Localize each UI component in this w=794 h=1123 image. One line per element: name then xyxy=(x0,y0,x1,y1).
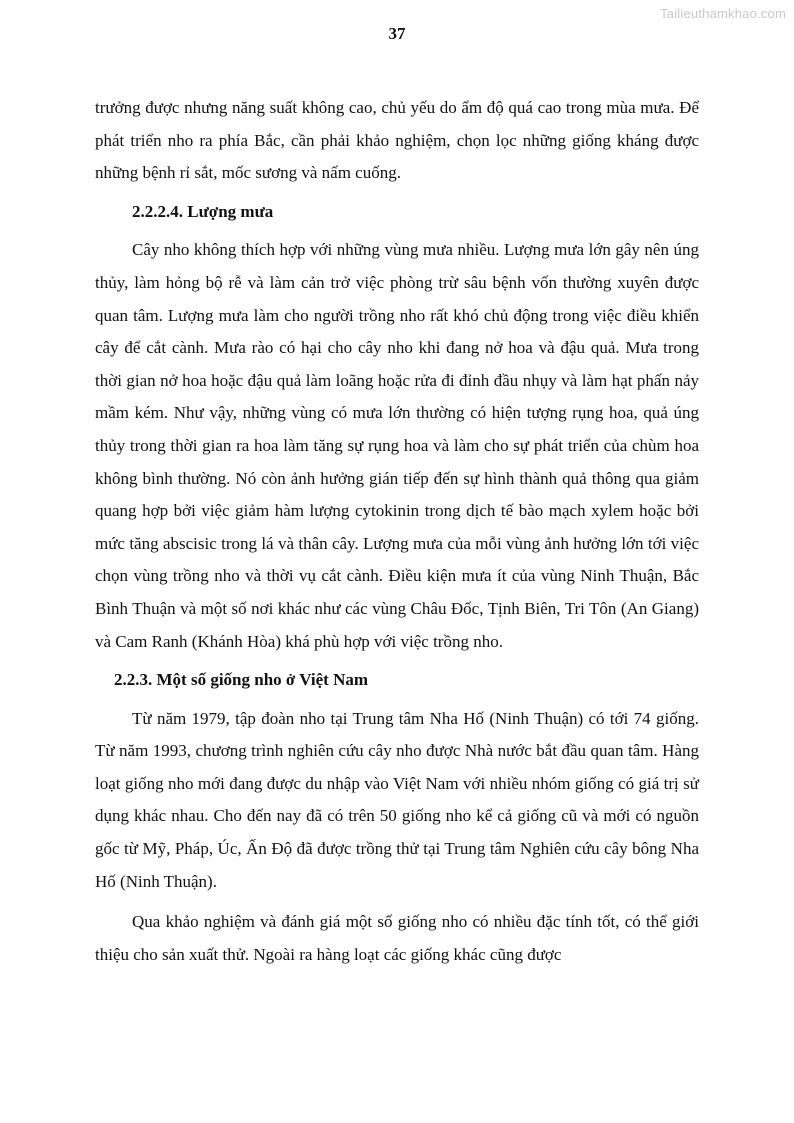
watermark: Tailieuthamkhao.com xyxy=(660,6,786,21)
section-heading-rainfall: 2.2.2.4. Lượng mưa xyxy=(132,201,274,221)
section-heading-grape-varieties: 2.2.3. Một số giống nho ở Việt Nam xyxy=(114,670,369,690)
paragraph-continuation: trưởng được nhưng năng suất không cao, chủ yếu do ẩm độ quá cao trong mùa mưa. Để phát triển nho ra phía Bắc, cần phải khảo nghiệm, chọn lọc những giống kháng được những bệnh rỉ sắt, mốc sương và nấm cuống. xyxy=(95,98,699,183)
page-body xyxy=(95,92,699,971)
paragraph-rainfall: Cây nho không thích hợp với những vùng mưa nhiều. Lượng mưa lớn gây nên úng thủy, làm hỏng bộ rễ và làm cản trở việc phòng trừ sâu bệnh vốn thường xuyên được quan tâm. Lượng mưa làm cho người trồng nho rất khó chủ động trong việc điều khiển cây để cắt cành. Mưa rào có hại cho cây nho khi đang nở hoa và đậu quả. Mưa trong thời gian nở hoa hoặc đậu quả làm loãng hoặc rửa đi đỉnh đầu nhụy và làm hạt phấn nảy mầm kém. Như vậy, những vùng có mưa lớn thường có hiện tượng rụng hoa, quả úng thủy trong thời gian ra hoa làm tăng sự rụng hoa và làm cho sự phát triển của chùm hoa không bình thường. Nó còn ảnh hưởng gián tiếp đến sự hình thành quả thông qua giảm quang hợp bởi việc giảm hàm lượng cytokinin trong dịch tế bào mạch xylem hoặc bởi mức tăng abscisic trong lá và thân cây. Lượng mưa của mỗi vùng ảnh hưởng lớn tới việc chọn vùng trồng nho và thời vụ cắt cành. Điều kiện mưa ít của vùng Ninh Thuận, Bắc Bình Thuận và một số nơi khác như các vùng Châu Đốc, Tịnh Biên, Tri Tôn (An Giang) và Cam Ranh (Khánh Hòa) khá phù hợp với việc trồng nho. xyxy=(95,240,699,651)
page-number: 37 xyxy=(388,24,406,43)
paragraph-varieties-testing: Qua khảo nghiệm và đánh giá một số giống nho có nhiều đặc tính tốt, có thể giới thiệu cho sản xuất thử. Ngoài ra hàng loạt các giống khác cũng được xyxy=(95,912,699,964)
paragraph-varieties-history: Từ năm 1979, tập đoàn nho tại Trung tâm Nha Hố (Ninh Thuận) có tới 74 giống. Từ năm 1993, chương trình nghiên cứu cây nho được Nhà nước bắt đầu quan tâm. Hàng loạt giống nho mới đang được du nhập vào Việt Nam với nhiều nhóm giống có giá trị sử dụng khác nhau. Cho đến nay đã có trên 50 giống nho kể cả giống cũ và mới có nguồn gốc từ Mỹ, Pháp, Úc, Ấn Độ đã được trồng thử tại Trung tâm Nghiên cứu cây bông Nha Hố (Ninh Thuận). xyxy=(95,708,699,891)
